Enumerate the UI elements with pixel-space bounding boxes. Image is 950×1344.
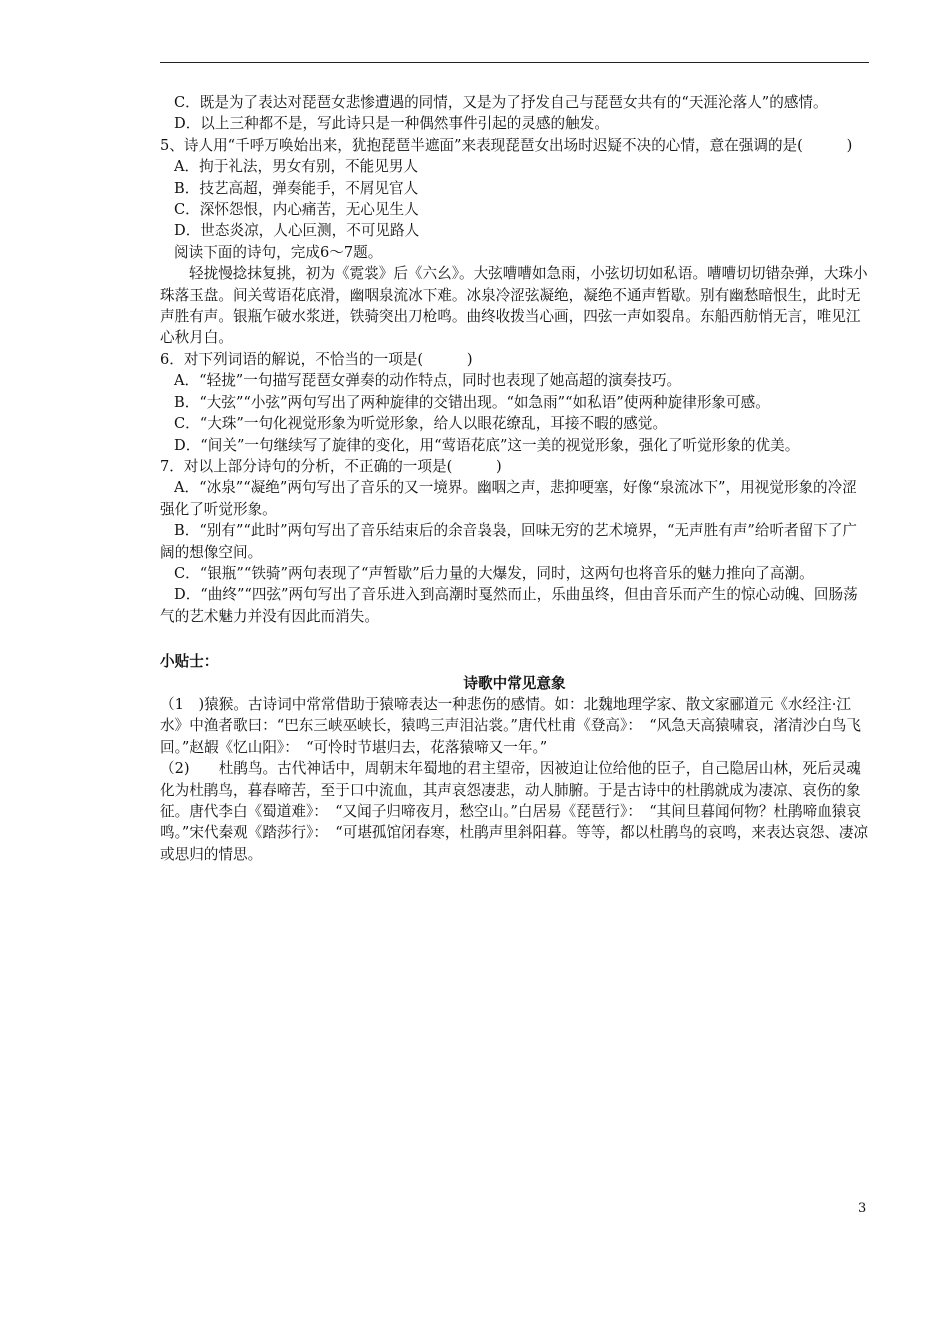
q5-option-a: A．拘于礼法，男女有别，不能见男人 bbox=[174, 158, 419, 176]
q7-option-d: D．“曲终”“四弦”两句写出了音乐进入到高潮时戛然而止，乐曲虽终，但由音乐而产生的惊心动魄、回肠荡气的艺术魅力并没有因此而消失。 bbox=[160, 586, 858, 625]
q5-option-b: B．技艺高超，弹奏能手，不屑见官人 bbox=[174, 179, 419, 197]
tips-label: 小贴士： bbox=[160, 653, 219, 671]
q7-stem: 7．对以上部分诗句的分析，不正确的一项是( ) bbox=[160, 457, 502, 475]
reading-intro: 阅读下面的诗句，完成6～7题。 bbox=[174, 243, 383, 261]
q5-option-d: D．世态炎凉，人心叵测，不可见路人 bbox=[174, 222, 420, 240]
q6-option-c: C．“大珠”一句化视觉形象为听觉形象，给人以眼花缭乱，耳接不暇的感觉。 bbox=[174, 415, 668, 433]
q6-stem: 6．对下列词语的解说，不恰当的一项是( ) bbox=[160, 350, 473, 368]
header-rule bbox=[160, 62, 869, 63]
q7-option-c: C．“银瓶”“铁骑”两句表现了“声暂歇”后力量的大爆发，同时，这两句也将音乐的魅力推向了高潮。 bbox=[174, 564, 814, 582]
q4-option-d: D．以上三种都不是，写此诗只是一种偶然事件引起的灵感的触发。 bbox=[174, 115, 609, 133]
tips-paragraph-cuckoo: （2) 杜鹃鸟。古代神话中，周朝末年蜀地的君主望帝，因被迫让位给他的臣子，自己隐居山林，死后灵魂化为杜鹃鸟，暮春啼苦，至于口中流血，其声哀怨凄悲，动人肺腑。于是古诗中的杜鹃就成为凄凉、哀伤的象征。唐代李白《蜀道难》： “又闻子归啼夜月，愁空山。”白居易《琵琶行》： “其间旦暮闻何物？杜鹃啼血猿哀鸣。”宋代秦观《踏莎行》： “可堪孤馆闭春寒，杜鹃声里斜阳暮。等等，都以杜鹃鸟的哀鸣，来表达哀怨、凄凉或思归的情思。 bbox=[160, 760, 869, 863]
q4-option-c: C．既是为了表达对琵琶女悲惨遭遇的同情，又是为了抒发自己与琵琶女共有的“天涯沦落人”的感情。 bbox=[174, 94, 828, 111]
q5-stem: 5、诗人用“千呼万唤始出来，犹抱琵琶半遮面”来表现琵琶女出场时迟疑不决的心情，意在强调的是( ) bbox=[160, 136, 853, 154]
q6-option-d: D．“间关”一句继续写了旋律的变化，用“莺语花底”这一美的视觉形象，强化了听觉形象的优美。 bbox=[174, 436, 800, 454]
page-number: 3 bbox=[858, 1201, 867, 1216]
tips-paragraph-monkey: （1 )猿猴。古诗词中常常借助于猿啼表达一种悲伤的感情。如：北魏地理学家、散文家郦道元《水经注·江水》中渔者歌曰：“巴东三峡巫峡长，猿鸣三声泪沾裳。”唐代杜甫《登高》： “风急天高猿啸哀，渚清沙白鸟飞回。”赵嘏《忆山阳》： “可怜时节堪归去，花落猿啼又一年。” bbox=[160, 695, 861, 756]
document-body bbox=[160, 92, 869, 865]
q6-option-b: B．“大弦”“小弦”两句写出了两种旋律的交错出现。“如急雨”“如私语”使两种旋律形象可感。 bbox=[174, 393, 770, 411]
q6-option-a: A．“轻拢”一句描写琵琶女弹奏的动作特点，同时也表现了她高超的演奏技巧。 bbox=[174, 372, 682, 390]
q7-option-b: B．“别有”“此时”两句写出了音乐结束后的余音袅袅，回味无穷的艺术境界，“无声胜有声”给听者留下了广阔的想像空间。 bbox=[160, 522, 858, 561]
q5-option-c: C．深怀怨恨，内心痛苦，无心见生人 bbox=[174, 201, 419, 219]
tips-title: 诗歌中常见意象 bbox=[463, 674, 566, 692]
poem-excerpt: 轻拢慢捻抹复挑，初为《霓裳》后《六幺》。大弦嘈嘈如急雨，小弦切切如私语。嘈嘈切切错杂弹，大珠小珠落玉盘。间关莺语花底滑，幽咽泉流冰下难。冰泉冷涩弦凝绝，凝绝不通声暂歇。别有幽愁暗恨生，此时无声胜有声。银瓶乍破水浆迸，铁骑突出刀枪鸣。曲终收拨当心画，四弦一声如裂帛。东船西舫悄无言，唯见江心秋月白。 bbox=[160, 265, 868, 347]
q7-option-a: A．“冰泉”“凝绝”两句写出了音乐的又一境界。幽咽之声，悲抑哽塞，好像“泉流冰下”，用视觉形象的冷涩强化了听觉形象。 bbox=[160, 479, 857, 518]
